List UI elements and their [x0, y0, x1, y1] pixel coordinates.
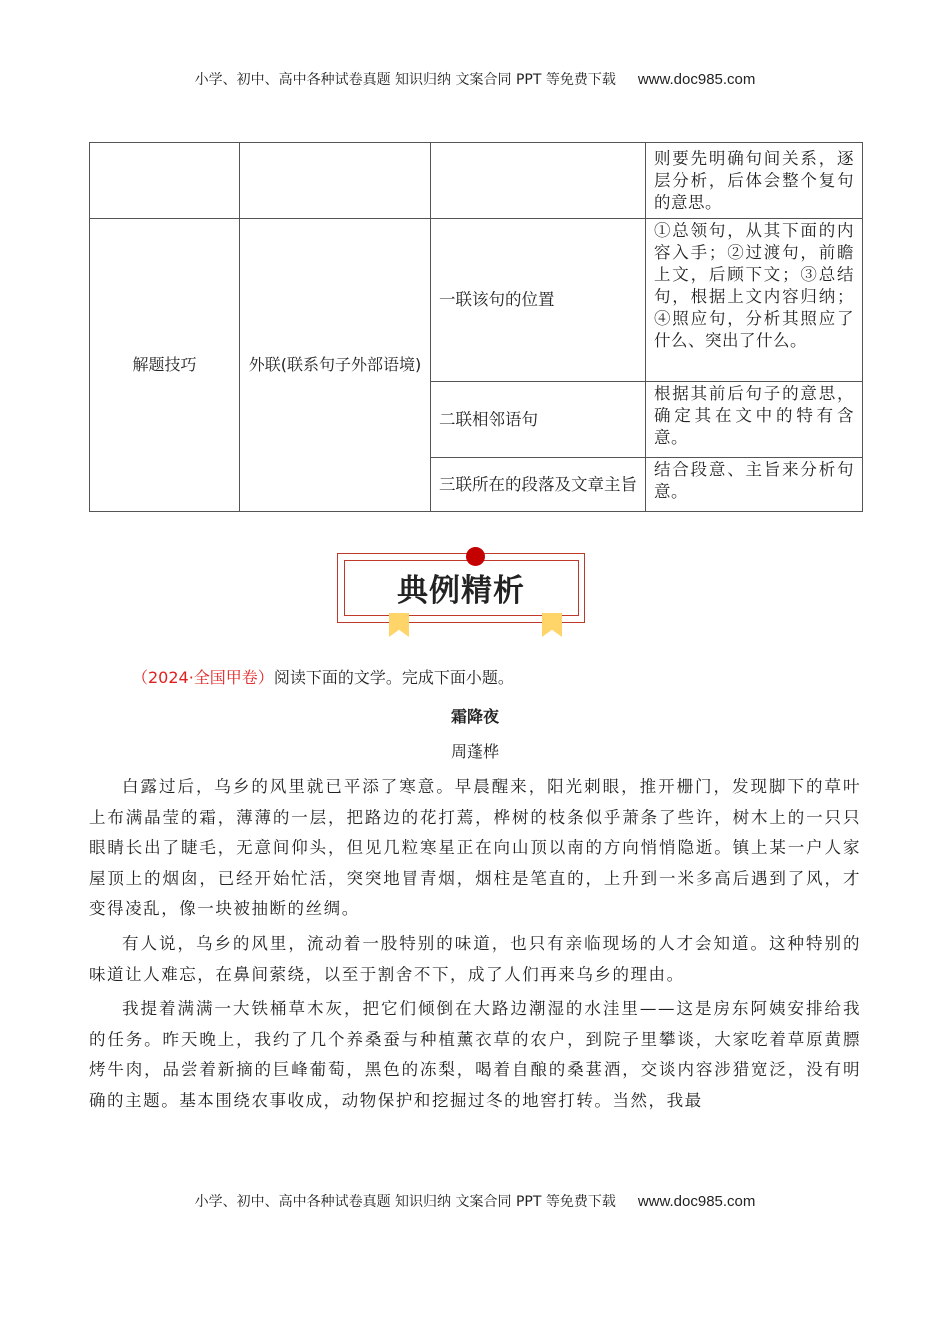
subcategory-cell: 外联(联系句子外部语境) — [240, 219, 431, 512]
page-header — [0, 69, 950, 89]
category-cell: 解题技巧 — [90, 219, 240, 512]
header-url-link[interactable]: www.doc985.com — [637, 71, 756, 88]
table-row — [90, 143, 863, 219]
header-text: 小学、初中、高中各种试卷真题 知识归纳 文案合同 PPT 等免费下载 — [194, 72, 616, 88]
section-badge — [337, 553, 587, 633]
badge-title: 典例精析 — [397, 573, 525, 609]
badge-dot-icon — [466, 547, 485, 566]
question-prompt — [132, 665, 514, 688]
page-footer — [0, 1191, 950, 1211]
detail-cell: 结合段意、主旨来分析句意。 — [646, 458, 863, 512]
table-row — [90, 219, 863, 382]
article-paragraph: 我提着满满一大铁桶草木灰，把它们倾倒在大路边潮湿的水洼里——这是房东阿姨安排给我的任务。昨天晚上，我约了几个养桑蚕与种植薰衣草的农户，到院子里攀谈，大家吃着草原黄膘烤牛肉，品尝着新摘的巨峰葡萄，黑色的冻梨，喝着自酿的桑葚酒，交谈内容涉猎宽泛，没有明确的主题。基本围绕农事收成，动物保护和挖掘过冬的地窖打转。当然，我最 — [89, 999, 861, 1110]
tips-table — [89, 142, 863, 512]
ribbon-icon — [389, 613, 409, 637]
article-paragraph: 白露过后，乌乡的风里就已平添了寒意。早晨醒来，阳光刺眼，推开栅门，发现脚下的草叶上布满晶莹的霜，薄薄的一层，把路边的花打蔫，桦树的枝条似乎萧条了些许，树木上的一只只眼睛长出了睫毛，无意间仰头，但见几粒寒星正在向山顶以南的方向悄悄隐逝。镇上某一户人家屋顶上的烟囱，已经开始忙活，突突地冒青烟，烟柱是笔直的，上升到一米多高后遇到了风，才变得凌乱，像一块被抽断的丝绸。 — [89, 777, 861, 919]
detail-cell: 根据其前后句子的意思，确定其在文中的特有含意。 — [646, 382, 863, 458]
question-source: （2024·全国甲卷） — [132, 668, 274, 687]
article-paragraph: 有人说，乌乡的风里，流动着一股特别的味道，也只有亲临现场的人才会知道。这种特别的味道让人难忘，在鼻间萦绕，以至于割舍不下，成了人们再来乌乡的理由。 — [89, 933, 861, 984]
table-cell-detail: 则要先明确句间关系，逐层分析，后体会整个复句的意思。 — [646, 143, 863, 219]
article-author: 周蓬桦 — [450, 742, 499, 761]
article-title: 霜降夜 — [450, 707, 499, 726]
table-cell — [90, 143, 240, 219]
ribbon-icon — [542, 613, 562, 637]
footer-text: 小学、初中、高中各种试卷真题 知识归纳 文案合同 PPT 等免费下载 — [194, 1194, 616, 1210]
question-instruction: 阅读下面的文学。完成下面小题。 — [273, 668, 514, 687]
table-cell — [431, 143, 646, 219]
detail-cell: ①总领句，从其下面的内容入手；②过渡句，前瞻上文，后顾下文；③总结句，根据上文内容归纳；④照应句，分析其照应了什么、突出了什么。 — [646, 219, 863, 382]
table-cell — [240, 143, 431, 219]
article-body — [89, 772, 861, 1121]
method-cell: 三联所在的段落及文章主旨 — [431, 458, 646, 512]
method-cell: 一联该句的位置 — [431, 219, 646, 382]
method-cell: 二联相邻语句 — [431, 382, 646, 458]
footer-url-link[interactable]: www.doc985.com — [637, 1193, 756, 1210]
